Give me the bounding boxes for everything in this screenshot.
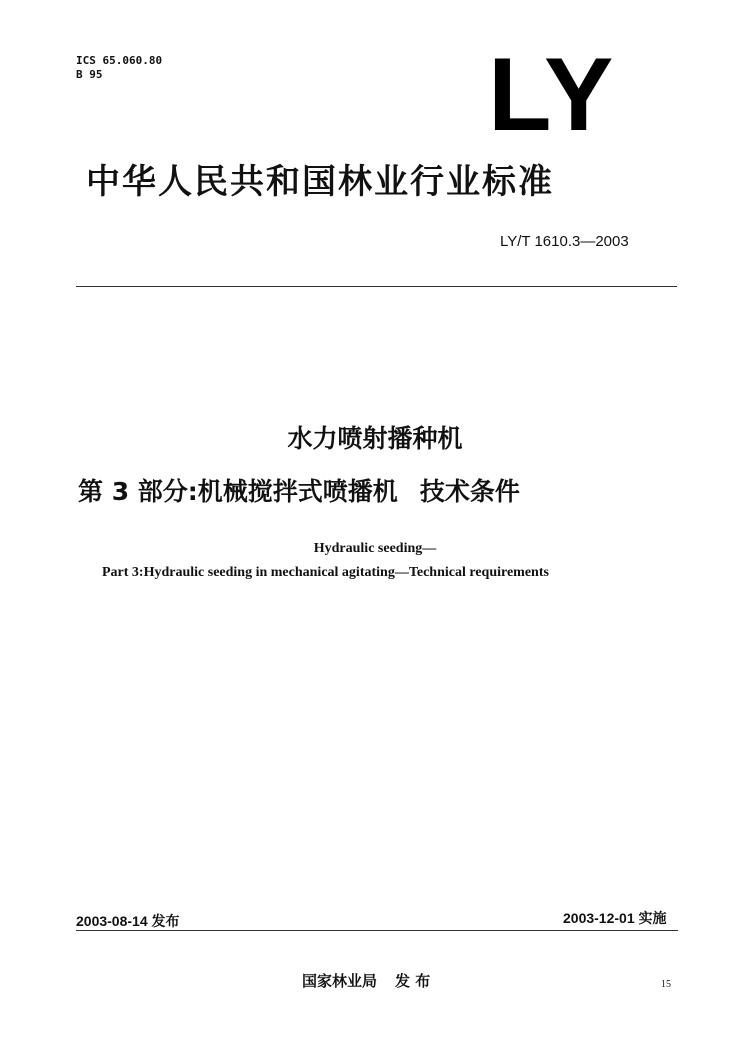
ccs-code: B 95 [76, 68, 103, 81]
chinese-title-part: 第 3 部分:机械搅拌式喷播机 [78, 477, 398, 506]
ly-logo: LY [488, 37, 616, 153]
page-number: 15 [661, 979, 671, 990]
chinese-title-suffix: 技术条件 [419, 477, 520, 506]
chinese-title-line1: 水力喷射播种机 [287, 424, 463, 453]
english-title-line1: Hydraulic seeding— [313, 541, 437, 556]
ics-code: ICS 65.060.80 [76, 54, 163, 67]
english-title-line2: Part 3:Hydraulic seeding in mechanical agitating—Technical requirements [102, 565, 549, 580]
publish-date: 2003-08-14 发布 [76, 913, 180, 929]
issuer-action: 发 布 [395, 972, 431, 990]
issuer [302, 970, 430, 991]
implement-date: 2003-12-01 实施 [563, 910, 667, 926]
issuer-name: 国家林业局 [302, 972, 378, 990]
standard-title: 中华人民共和国林业行业标准 [86, 162, 554, 202]
standard-number: LY/T 1610.3—2003 [500, 233, 629, 250]
chinese-title-line2 [78, 474, 520, 510]
classification-codes [76, 54, 162, 82]
footer-divider [76, 930, 678, 931]
header-divider [76, 286, 677, 287]
